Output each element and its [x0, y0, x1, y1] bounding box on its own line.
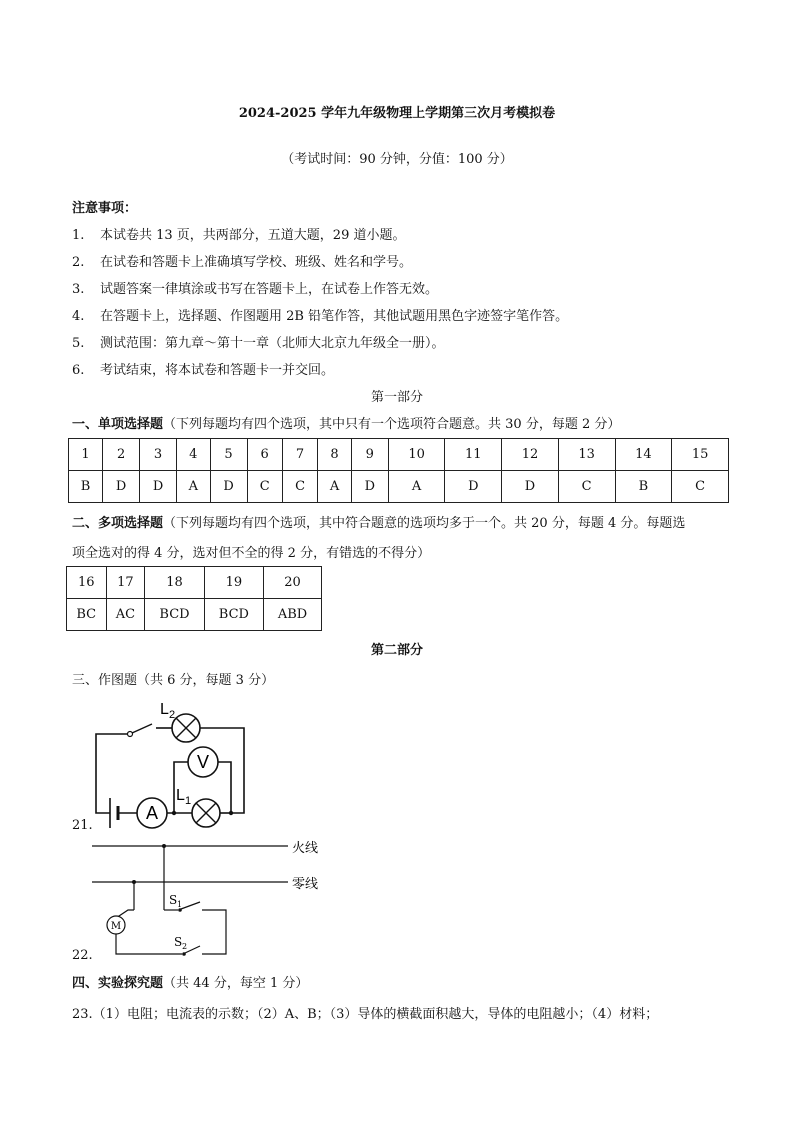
- lamp-icon: [192, 799, 220, 827]
- table-row: [67, 599, 322, 631]
- lamp-icon: [172, 714, 200, 742]
- answer-cell: D: [103, 471, 140, 503]
- question-number: 14: [615, 439, 672, 471]
- question-21-label: 21.: [72, 818, 93, 833]
- neutral-wire-label: 零线: [292, 877, 319, 892]
- question-number: 11: [445, 439, 502, 471]
- answer-cell: B: [615, 471, 672, 503]
- notes-heading: 注意事项：: [72, 201, 138, 216]
- wire: [96, 768, 110, 813]
- answer-cell: D: [445, 471, 502, 503]
- note-number: 2.: [72, 255, 85, 270]
- section2-title: 二、多项选择题: [72, 516, 164, 531]
- question-22-label: 22.: [72, 948, 93, 963]
- question-number: 9: [351, 439, 388, 471]
- section1-title: 一、单项选择题: [72, 417, 164, 432]
- answer-cell: BC: [67, 599, 107, 631]
- ammeter-label: A: [145, 803, 159, 823]
- motor-label: M: [110, 921, 122, 932]
- page-subtitle: （考试时间：90 分钟，分值：100 分）: [281, 152, 513, 167]
- note-number: 5.: [72, 336, 85, 351]
- answer-cell: A: [388, 471, 445, 503]
- answer-cell: D: [502, 471, 559, 503]
- question-number: 4: [177, 439, 211, 471]
- table-row: [69, 439, 729, 471]
- lamp-l2-label: L: [160, 701, 169, 718]
- note-item: [72, 332, 445, 351]
- wiring-diagram-22: [88, 836, 348, 964]
- wire: [202, 910, 226, 954]
- question-number: 20: [264, 567, 322, 599]
- battery-icon: [110, 798, 118, 828]
- wire: [96, 734, 128, 768]
- answer-cell: BCD: [204, 599, 263, 631]
- answer-cell: A: [177, 471, 211, 503]
- single-choice-table: [68, 438, 729, 503]
- question-number: 1: [69, 439, 103, 471]
- note-item: [72, 359, 334, 378]
- note-number: 1.: [72, 228, 85, 243]
- question-number: 17: [106, 567, 145, 599]
- wire: [116, 934, 182, 954]
- question-number: 15: [672, 439, 729, 471]
- switch-lever: [132, 724, 152, 733]
- part1-label: 第一部分: [370, 390, 423, 405]
- table-row: [69, 471, 729, 503]
- answer-cell: C: [558, 471, 615, 503]
- switch-s1-lever: [181, 902, 200, 909]
- answer-cell: D: [140, 471, 177, 503]
- circuit-diagram-21: [90, 696, 260, 836]
- note-number: 4.: [72, 309, 85, 324]
- question-number: 2: [103, 439, 140, 471]
- note-text: 在答题卡上，选择题、作图题用 2B 铅笔作答，其他试题用黑色字迹签字笔作答。: [100, 309, 569, 324]
- switch-s2-lever: [185, 946, 200, 953]
- answer-cell: C: [247, 471, 282, 503]
- note-text: 试题答案一律填涂或书写在答题卡上，在试卷上作答无效。: [100, 282, 439, 297]
- voltmeter-label: V: [196, 752, 210, 772]
- question-number: 16: [67, 567, 107, 599]
- note-item: [72, 278, 438, 297]
- table-row: [67, 567, 322, 599]
- answer-cell: AC: [106, 599, 145, 631]
- answer-cell: B: [69, 471, 103, 503]
- question-number: 5: [210, 439, 247, 471]
- note-text: 在试卷和答题卡上准确填写学校、班级、姓名和学号。: [100, 255, 413, 270]
- question-number: 8: [318, 439, 352, 471]
- section4-desc: （共 44 分，每空 1 分）: [163, 976, 309, 991]
- note-text: 考试结束，将本试卷和答题卡一并交回。: [100, 363, 335, 378]
- section4-heading: [72, 972, 308, 991]
- answer-cell: BCD: [145, 599, 204, 631]
- switch-s2-label: S: [174, 935, 183, 949]
- answer-cell: A: [318, 471, 352, 503]
- junction-dot: [172, 811, 176, 815]
- section2-heading: [72, 512, 685, 531]
- switch-s2-subscript: 2: [182, 942, 188, 951]
- question-number: 6: [247, 439, 282, 471]
- wire: [218, 762, 231, 813]
- page-title: 2024-2025 学年九年级物理上学期第三次月考模拟卷: [238, 106, 556, 121]
- answer-cell: C: [282, 471, 317, 503]
- lamp-l2-subscript: 2: [169, 709, 176, 721]
- section1-desc: （下列每题均有四个选项，其中只有一个选项符合题意。共 30 分，每题 2 分）: [163, 417, 621, 432]
- answer-cell: D: [210, 471, 247, 503]
- question-number: 19: [204, 567, 263, 599]
- question-number: 12: [502, 439, 559, 471]
- switch-s1-subscript: 1: [177, 900, 183, 909]
- question-number: 10: [388, 439, 445, 471]
- question-number: 3: [140, 439, 177, 471]
- answer-cell: D: [351, 471, 388, 503]
- live-wire-label: 火线: [292, 841, 319, 856]
- section3-title: 三、作图题（共 6 分，每题 3 分）: [72, 673, 275, 688]
- question-number: 18: [145, 567, 204, 599]
- question-number: 7: [282, 439, 317, 471]
- multi-choice-table: [66, 566, 322, 631]
- answer-cell: C: [672, 471, 729, 503]
- note-item: [72, 305, 568, 324]
- note-number: 6.: [72, 363, 85, 378]
- switch-s1-label: S: [169, 893, 178, 907]
- note-text: 本试卷共 13 页，共两部分，五道大题，29 道小题。: [100, 228, 406, 243]
- part2-label: 第二部分: [370, 643, 423, 658]
- section4-title: 四、实验探究题: [72, 976, 164, 991]
- lamp-l1-label: L: [176, 787, 185, 804]
- section2-desc-continued: 项全选对的得 4 分，选对但不全的得 2 分，有错选的不得分）: [72, 546, 431, 561]
- answer-cell: ABD: [264, 599, 322, 631]
- lamp-l1-subscript: 1: [185, 795, 192, 807]
- note-item: [72, 224, 405, 243]
- junction-dot: [229, 811, 233, 815]
- note-item: [72, 251, 412, 270]
- question-23-answer: 23.（1）电阻；电流表的示数；（2）A、B；（3）导体的横截面积越大，导体的电阻越小；（4）材料；: [72, 1007, 659, 1022]
- switch-contact: [128, 732, 133, 737]
- note-text: 测试范围：第九章～第十一章（北师大北京九年级全一册）。: [100, 336, 445, 351]
- question-number: 13: [558, 439, 615, 471]
- section1-heading: [72, 413, 620, 432]
- note-number: 3.: [72, 282, 85, 297]
- section2-desc: （下列每题均有四个选项，其中符合题意的选项均多于一个。共 20 分，每题 4 分。每题选: [163, 516, 686, 531]
